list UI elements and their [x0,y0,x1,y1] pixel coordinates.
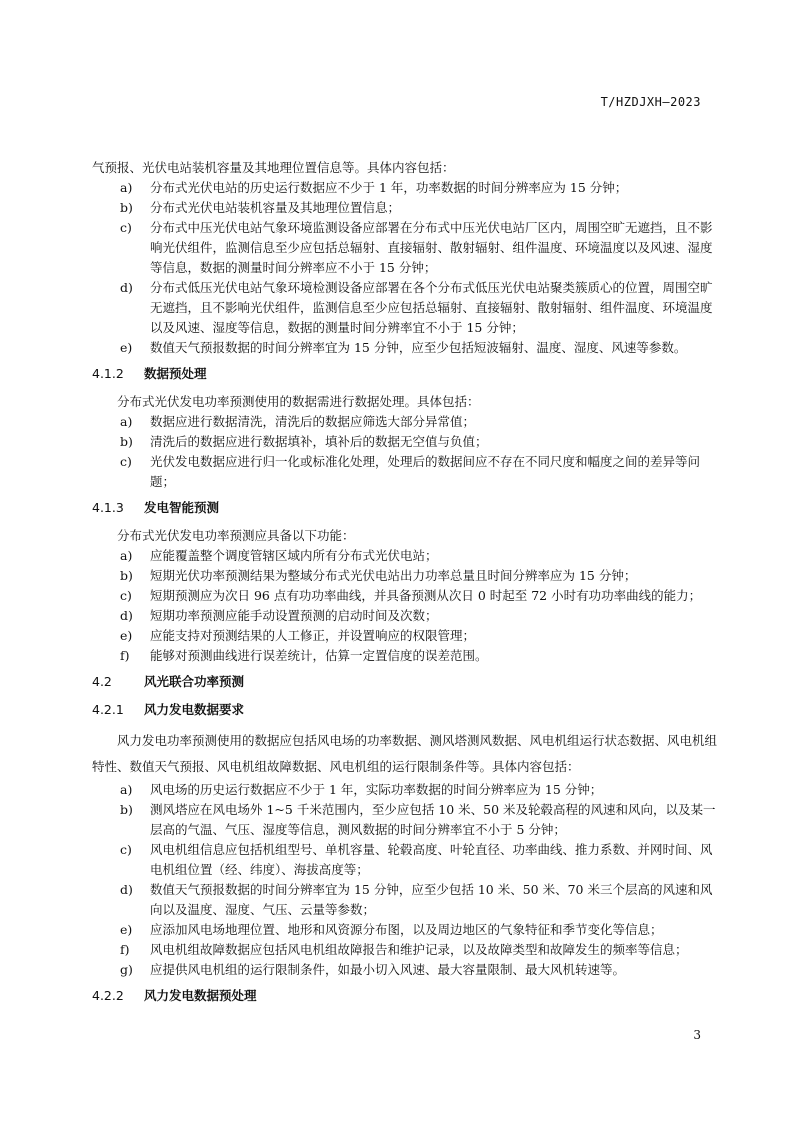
list-item-text: 短期预测应为次日 96 点有功功率曲线，并具备预测从次日 0 时起至 72 小时有功功率曲线的能力； [150,588,702,603]
section-title: 风光联合功率预测 [144,674,245,689]
heading-4-2 [92,672,720,692]
list-item [92,452,720,492]
list-item-label: e) [120,340,133,355]
list-item-text: 分布式光伏电站装机容量及其地理位置信息； [150,200,401,215]
list-item [92,960,720,980]
list-item [92,586,720,606]
list-item [92,840,720,880]
list-item-label: d) [120,280,133,295]
section-number: 4.2.2 [92,988,124,1003]
list-item-label: c) [120,454,132,469]
list-item [92,178,720,198]
intro-continuation: 气预报、光伏电站装机容量及其地理位置信息等。具体内容包括： [92,160,455,175]
list-item [92,338,720,358]
heading-4-1-2 [92,364,720,384]
section-number: 4.2 [92,674,112,689]
list-item-text: 应能支持对预测结果的人工修正，并设置响应的权限管理； [150,628,476,643]
list-item-text: 风电机组信息应包括机组型号、单机容量、轮毂高度、叶轮直径、功率曲线、推力系数、并网时间、风电机组位置（经、纬度）、海拔高度等； [150,842,713,877]
section-title: 风力发电数据预处理 [144,988,257,1003]
list-item-label: b) [120,802,133,817]
list-item [92,626,720,646]
list-item [92,780,720,800]
list-item-text: 数据应进行数据清洗，清洗后的数据应筛选大部分异常值； [150,414,476,429]
list-item [92,920,720,940]
list-item-text: 分布式中压光伏电站气象环境监测设备应部署在分布式中压光伏电站厂区内，周围空旷无遮挡，且不影响光伏组件，监测信息至少应包括总辐射、直接辐射、散射辐射、组件温度、环境温度以及风速、湿度等信息，数据的测量时间分辨率应不小于 15 分钟； [150,220,713,275]
section-title: 发电智能预测 [144,500,220,515]
list-4-1-1 [92,178,720,358]
page-number: 3 [693,1028,701,1042]
list-item-label: b) [120,200,133,215]
list-item-text: 数值天气预报数据的时间分辨率宜为 15 分钟，应至少包括 10 米、50 米、70 米三个层高的风速和风向以及温度、湿度、气压、云量等参数； [150,882,713,917]
list-item [92,880,720,920]
list-item-text: 清洗后的数据应进行数据填补，填补后的数据无空值与负值； [150,434,488,449]
list-4-1-2 [92,412,720,492]
heading-4-2-1 [92,700,720,720]
list-item [92,646,720,666]
list-item-label: e) [120,628,133,643]
list-item-label: a) [120,414,133,429]
section-intro: 风力发电功率预测使用的数据应包括风电场的功率数据、测风塔测风数据、风电机组运行状态数据、风电机组特性、数值天气预报、风电机组故障数据、风电机组的运行限制条件等。具体内容包括： [92,733,718,774]
list-item-text: 分布式低压光伏电站气象环境检测设备应部署在各个分布式低压光伏电站聚类簇质心的位置，周围空旷无遮挡，且不影响光伏组件，监测信息至少应包括总辐射、直接辐射、散射辐射、组件温度、环境温度以及风速、湿度等信息，数据的测量时间分辨率宜不小于 15 分钟； [150,280,713,335]
section-title: 数据预处理 [144,366,207,381]
document-id: T/HZDJXH—2023 [600,95,701,109]
list-item-label: g) [120,962,133,977]
list-item-label: d) [120,608,133,623]
list-item-label: b) [120,434,133,449]
section-title: 风力发电数据要求 [144,702,245,717]
section-intro: 分布式光伏发电功率预测应具备以下功能： [117,528,355,543]
list-item-label: a) [120,782,133,797]
list-item-text: 能够对预测曲线进行误差统计，估算一定置信度的误差范围。 [150,648,488,663]
page-content [92,158,720,1014]
list-4-2-1 [92,780,720,980]
section-number: 4.2.1 [92,702,124,717]
list-item [92,566,720,586]
list-item-text: 应添加风电场地理位置、地形和风资源分布图，以及周边地区的气象特征和季节变化等信息； [150,922,663,937]
heading-4-2-2 [92,986,720,1006]
list-item-label: f) [120,648,130,663]
list-item-text: 分布式光伏电站的历史运行数据应不少于 1 年，功率数据的时间分辨率应为 15 分钟； [150,180,628,195]
list-item-label: f) [120,942,130,957]
list-item-label: c) [120,220,132,235]
section-intro: 分布式光伏发电功率预测使用的数据需进行数据处理。具体包括： [117,394,480,409]
list-item-label: a) [120,180,133,195]
section-number: 4.1.2 [92,366,124,381]
list-item-text: 短期光伏功率预测结果为整域分布式光伏电站出力功率总量且时间分辨率应为 15 分钟； [150,568,637,583]
list-item-text: 短期功率预测应能手动设置预测的启动时间及次数； [150,608,438,623]
list-item-text: 数值天气预报数据的时间分辨率宜为 15 分钟，应至少包括短波辐射、温度、湿度、风速等参数。 [150,340,687,355]
list-item-text: 测风塔应在风电场外 1~5 千米范围内，至少应包括 10 米、50 米及轮毂高程的风速和风向，以及某一层高的气温、气压、湿度等信息，测风数据的时间分辨率宜不小于 5 分钟； [150,802,716,837]
list-item-text: 风电场的历史运行数据应不少于 1 年，实际功率数据的时间分辨率应为 15 分钟； [150,782,603,797]
list-item [92,606,720,626]
list-4-1-3 [92,546,720,666]
list-item [92,546,720,566]
heading-4-1-3 [92,498,720,518]
list-item-label: e) [120,922,133,937]
list-item [92,412,720,432]
list-item [92,800,720,840]
list-item-label: d) [120,882,133,897]
list-item [92,278,720,338]
list-item [92,218,720,278]
list-item-text: 光伏发电数据应进行归一化或标准化处理，处理后的数据间应不存在不同尺度和幅度之间的差异等问题； [150,454,701,489]
list-item-text: 应能覆盖整个调度管辖区域内所有分布式光伏电站； [150,548,438,563]
list-item-text: 风电机组故障数据应包括风电机组故障报告和维护记录，以及故障类型和故障发生的频率等信息； [150,942,688,957]
list-item-text: 应提供风电机组的运行限制条件，如最小切入风速、最大容量限制、最大风机转速等。 [150,962,626,977]
list-item-label: c) [120,842,132,857]
list-item [92,432,720,452]
list-item-label: b) [120,568,133,583]
list-item-label: c) [120,588,132,603]
list-item-label: a) [120,548,133,563]
section-number: 4.1.3 [92,500,124,515]
list-item [92,198,720,218]
list-item [92,940,720,960]
